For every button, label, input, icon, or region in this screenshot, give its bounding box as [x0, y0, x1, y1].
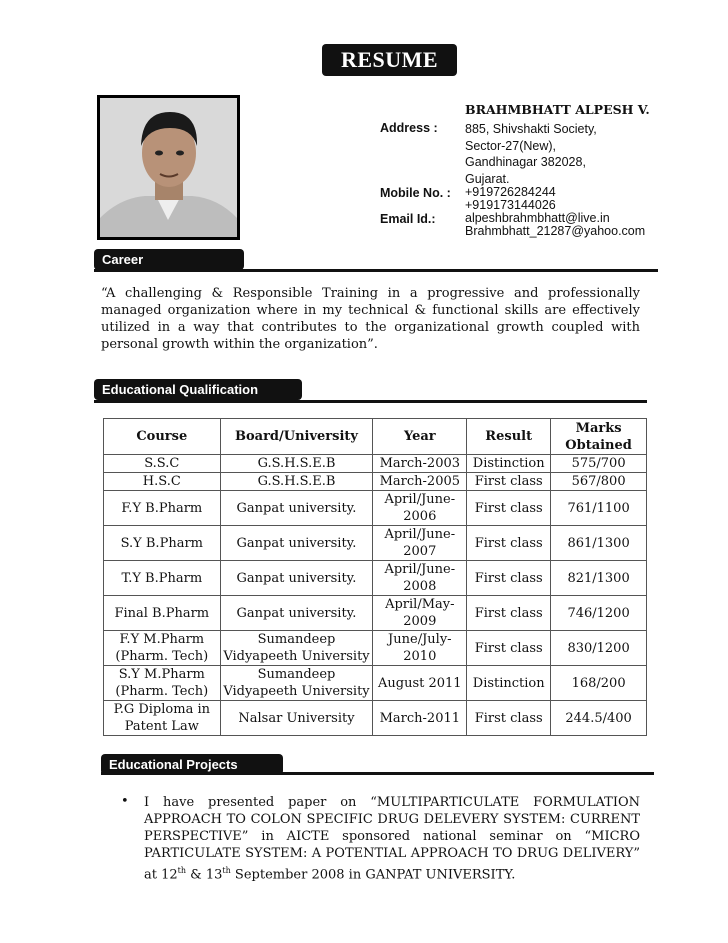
table-cell: March-2003 — [373, 455, 467, 473]
table-cell: First class — [467, 473, 551, 491]
table-cell: First class — [467, 596, 551, 631]
table-cell: Ganpat university. — [220, 526, 373, 561]
career-objective: “A challenging & Responsible Training in a progressive and professionally managed organization where in my technical & functional skills are effectively utilized in a way that contributes to the organizational growth coupled with personal growth within the organization”. — [101, 286, 640, 352]
bullet-icon: • — [121, 794, 129, 809]
table-cell: F.Y M.Pharm (Pharm. Tech) — [104, 631, 221, 666]
table-cell: Ganpat university. — [220, 561, 373, 596]
mobile-value — [465, 186, 556, 212]
table-cell: 830/1200 — [551, 631, 647, 666]
address-label: Address : — [380, 121, 438, 135]
ordinal-suffix: th — [222, 866, 231, 875]
table-cell: Final B.Pharm — [104, 596, 221, 631]
mobile-label: Mobile No. : — [380, 186, 451, 200]
table-row — [104, 561, 647, 596]
table-cell: S.S.C — [104, 455, 221, 473]
table-cell: April/June-2006 — [373, 491, 467, 526]
project-item — [144, 794, 640, 883]
education-heading: Educational Qualification — [94, 379, 302, 400]
column-header: Course — [104, 419, 221, 455]
table-cell: 821/1300 — [551, 561, 647, 596]
education-table — [103, 418, 647, 736]
table-cell: First class — [467, 631, 551, 666]
person-portrait-icon — [100, 98, 237, 237]
table-cell: Ganpat university. — [220, 596, 373, 631]
address-line: Gandhinagar 382028, — [465, 155, 586, 169]
mobile-number: +919173144026 — [465, 198, 556, 212]
table-cell: 567/800 — [551, 473, 647, 491]
table-cell: 244.5/400 — [551, 701, 647, 736]
table-cell: Distinction — [467, 455, 551, 473]
profile-photo — [97, 95, 240, 240]
table-cell: 861/1300 — [551, 526, 647, 561]
table-cell: H.S.C — [104, 473, 221, 491]
table-cell: First class — [467, 491, 551, 526]
candidate-name: BRAHMBHATT ALPESH V. — [465, 102, 650, 117]
table-cell: G.S.H.S.E.B — [220, 473, 373, 491]
table-row — [104, 526, 647, 561]
table-row — [104, 473, 647, 491]
table-cell: 746/1200 — [551, 596, 647, 631]
table-row — [104, 596, 647, 631]
table-row — [104, 491, 647, 526]
table-cell: April/May-2009 — [373, 596, 467, 631]
table-cell: S.Y M.Pharm (Pharm. Tech) — [104, 666, 221, 701]
column-header: Marks Obtained — [551, 419, 647, 455]
career-heading: Career — [94, 249, 244, 270]
education-rule — [94, 400, 647, 403]
email-value — [465, 212, 645, 238]
table-cell: Ganpat university. — [220, 491, 373, 526]
address-line: Gujarat. — [465, 171, 510, 186]
table-row — [104, 701, 647, 736]
table-cell: First class — [467, 561, 551, 596]
project-text: I have presented paper on “MULTIPARTICULATE FORMULATION APPROACH TO COLON SPECIFIC DRUG DELEVERY SYSTEM: CURRENT PERSPECTIVE” in AICTE sponsored national seminar on “MICRO PARTICULATE SYSTEM: A POTENTIAL APPROACH TO DRUG DELIVERY” at 12 — [144, 795, 640, 883]
table-cell: June/July-2010 — [373, 631, 467, 666]
address-line: 885, Shivshakti Society, — [465, 122, 597, 136]
address-value — [465, 121, 597, 187]
table-cell: 575/700 — [551, 455, 647, 473]
email-address[interactable]: Brahmbhatt_21287@yahoo.com — [465, 224, 646, 238]
column-header: Year — [373, 419, 467, 455]
table-cell: March-2011 — [373, 701, 467, 736]
table-cell: April/June-2007 — [373, 526, 467, 561]
project-text: September 2008 in GANPAT UNIVERSITY. — [230, 867, 516, 883]
table-cell: August 2011 — [373, 666, 467, 701]
table-cell: Distinction — [467, 666, 551, 701]
table-cell: March-2005 — [373, 473, 467, 491]
table-cell: P.G Diploma in Patent Law — [104, 701, 221, 736]
table-cell: 168/200 — [551, 666, 647, 701]
table-cell: G.S.H.S.E.B — [220, 455, 373, 473]
table-cell: Sumandeep Vidyapeeth University — [220, 666, 373, 701]
project-text: & 13 — [186, 867, 223, 883]
table-cell: S.Y B.Pharm — [104, 526, 221, 561]
table-row — [104, 455, 647, 473]
projects-rule — [101, 772, 654, 775]
address-line: Sector-27(New), — [465, 138, 556, 153]
mobile-number: +919726284244 — [465, 185, 556, 199]
ordinal-suffix: th — [177, 866, 187, 875]
table-cell: First class — [467, 701, 551, 736]
table-row — [104, 666, 647, 701]
table-cell: Sumandeep Vidyapeeth University — [220, 631, 373, 666]
table-header-row — [104, 419, 647, 455]
table-row — [104, 631, 647, 666]
table-cell: T.Y B.Pharm — [104, 561, 221, 596]
table-cell: April/June-2008 — [373, 561, 467, 596]
resume-title: RESUME — [322, 44, 457, 76]
email-label: Email Id.: — [380, 212, 436, 226]
projects-heading: Educational Projects — [101, 754, 283, 775]
career-rule — [94, 269, 658, 272]
table-cell: F.Y B.Pharm — [104, 491, 221, 526]
column-header: Result — [467, 419, 551, 455]
email-address[interactable]: alpeshbrahmbhatt@live.in — [465, 211, 610, 225]
table-cell: 761/1100 — [551, 491, 647, 526]
column-header: Board/University — [220, 419, 373, 455]
table-cell: Nalsar University — [220, 701, 373, 736]
table-cell: First class — [467, 526, 551, 561]
